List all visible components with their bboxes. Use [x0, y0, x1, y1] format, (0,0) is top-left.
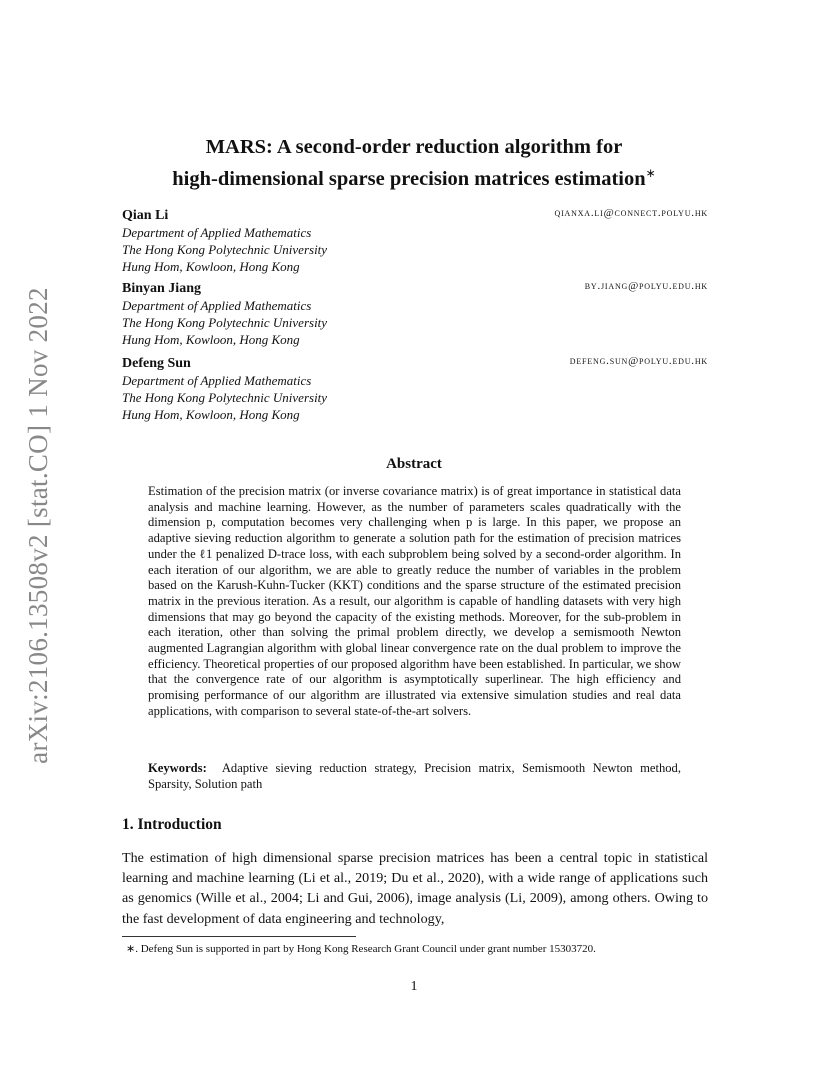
author-email: qianxa.li@connect.polyu.hk: [554, 207, 708, 219]
author-dept: Department of Applied Mathematics: [122, 225, 312, 240]
footnote-rule: [122, 936, 356, 937]
author-name: Defeng Sun: [122, 356, 191, 371]
author-univ: The Hong Kong Polytechnic University: [122, 390, 328, 405]
page-number: 1: [410, 979, 418, 994]
arxiv-id: arXiv:2106.13508v2 [stat.CO] 1 Nov 2022: [22, 286, 53, 764]
author-block-3: [122, 355, 708, 423]
author-addr: Hung Hom, Kowloon, Hong Kong: [122, 259, 300, 274]
title-footnote-mark: ∗: [645, 166, 656, 180]
author-univ: The Hong Kong Polytechnic University: [122, 242, 328, 257]
intro-paragraph: The estimation of high dimensional sparse precision matrices has been a central topic in statistical learning and machine learning (Li et al., 2019; Du et al., 2020), with a wide range of applications such as genomics (Wille et al., 2004; Li and Gui, 2006), image analysis (Li, 2009), among others. Owing to the fast development of data engineering and technology,: [122, 850, 708, 927]
abstract-text: Estimation of the precision matrix (or inverse covariance matrix) is of great importance in statistical data analysis and machine learning. However, as the number of parameters scales quadratically with the dimension p, computation becomes very challenging when p is large. In this paper, we propose an adaptive sieving reduction algorithm to generate a solution path for the estimation of precision matrices under the ℓ1 penalized D-trace loss, with each subproblem being solved by a second-order algorithm. In each iteration of our algorithm, we are able to greatly reduce the number of variables in the problem based on the Karush-Kuhn-Tucker (KKT) conditions and the sparse structure of the estimated precision matrix in the previous iteration. As a result, our algorithm is capable of handling datasets with very high dimensions that may go beyond the capacity of the existing methods. Moreover, for the sub-problem in each iteration, other than solving the primal problem directly, we develop a semismooth Newton augmented Lagrangian algorithm with global linear convergence rate on the dual problem to improve the efficiency. Theoretical properties of our proposed algorithm have been established. In particular, we show that the convergence rate of our algorithm is asymptotically superlinear. The high efficiency and promising performance of our algorithm are illustrated via extensive simulation studies and real data applications, with comparison to several state-of-the-art solvers.: [148, 484, 681, 718]
keywords-text: Adaptive sieving reduction strategy, Precision matrix, Semismooth Newton method, Sparsity, Solution path: [148, 761, 682, 791]
paper-title: [0, 134, 828, 192]
author-name: Binyan Jiang: [122, 281, 201, 296]
author-email: defeng.sun@polyu.edu.hk: [569, 355, 708, 367]
keywords-label: Keywords:: [148, 761, 207, 775]
author-addr: Hung Hom, Kowloon, Hong Kong: [122, 332, 300, 347]
arxiv-stamp: [20, 285, 56, 765]
author-name: Qian Li: [122, 208, 169, 223]
title-line-1: MARS: A second-order reduction algorithm for: [205, 136, 623, 158]
author-email: by.jiang@polyu.edu.hk: [584, 280, 708, 292]
author-addr: Hung Hom, Kowloon, Hong Kong: [122, 407, 300, 422]
author-dept: Department of Applied Mathematics: [122, 373, 312, 388]
author-block-1: [122, 207, 708, 275]
title-line-2: high-dimensional sparse precision matrices estimation∗: [172, 166, 656, 190]
footnote: ∗. Defeng Sun is supported in part by Hong Kong Research Grant Council under grant number 15303720.: [126, 943, 596, 955]
author-block-2: [122, 280, 708, 348]
keywords: [148, 760, 681, 792]
author-univ: The Hong Kong Polytechnic University: [122, 315, 328, 330]
abstract-heading: Abstract: [386, 456, 442, 472]
section-heading: 1. Introduction: [122, 816, 222, 833]
author-dept: Department of Applied Mathematics: [122, 298, 312, 313]
